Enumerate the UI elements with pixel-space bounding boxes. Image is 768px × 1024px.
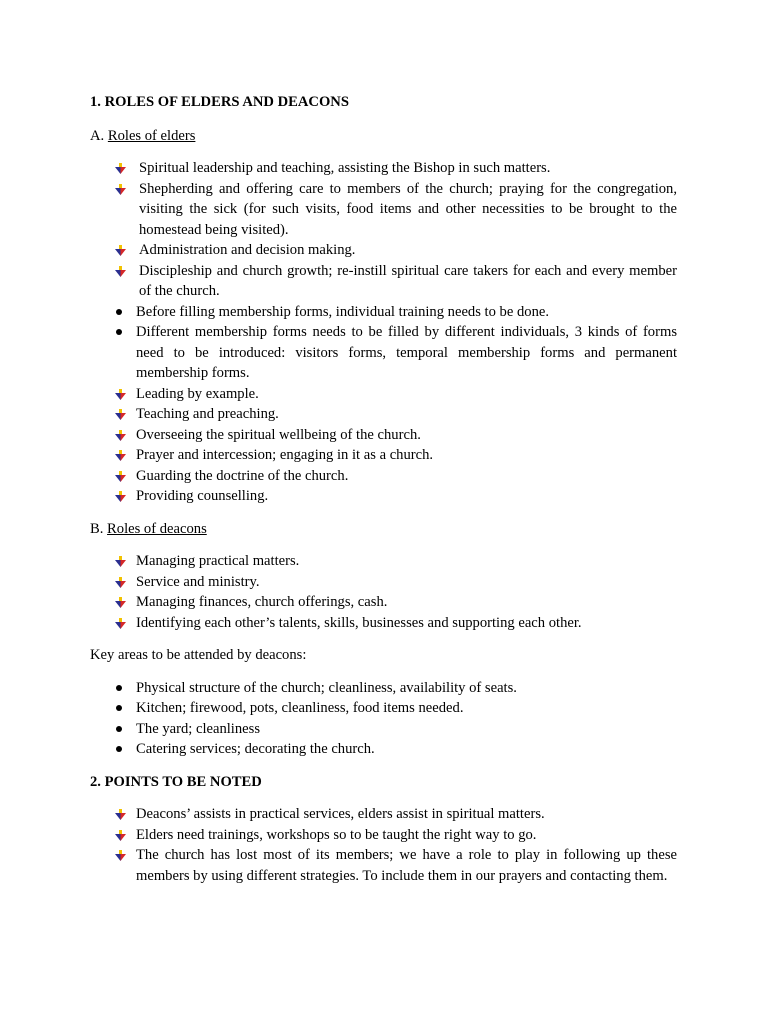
subsection-b-prefix: B.: [90, 520, 104, 537]
arrow-down-bullet-icon: [115, 384, 127, 405]
list-item: The yard; cleanliness: [90, 719, 677, 740]
elders-roles-list: [90, 158, 677, 302]
arrow-down-bullet-icon: [115, 240, 127, 261]
key-areas-label: Key areas to be attended by deacons:: [90, 647, 307, 663]
list-item: Service and ministry.: [90, 572, 677, 593]
arrow-down-bullet-icon: [115, 845, 127, 866]
points-list: [90, 804, 677, 886]
arrow-down-bullet-icon: [115, 466, 127, 487]
list-item: Spiritual leadership and teaching, assisting the Bishop in such matters.: [90, 158, 677, 179]
list-item: Providing counselling.: [90, 486, 677, 507]
list-item: Kitchen; firewood, pots, cleanliness, food items needed.: [90, 698, 677, 719]
arrow-down-bullet-icon: [115, 613, 127, 634]
subsection-b-heading: [90, 519, 677, 540]
filled-circle-bullet-icon: [115, 739, 125, 760]
arrow-down-bullet-icon: [115, 825, 127, 846]
document-body: [90, 92, 677, 886]
subsection-a-title: Roles of elders: [107, 127, 196, 144]
list-item: Leading by example.: [90, 384, 677, 405]
list-item: Administration and decision making.: [90, 240, 677, 261]
elders-forms-list: [90, 302, 677, 384]
arrow-down-bullet-icon: [115, 425, 127, 446]
list-item: Before filling membership forms, individual training needs to be done.: [90, 302, 677, 323]
arrow-down-bullet-icon: [115, 179, 127, 200]
list-item: Different membership forms needs to be filled by different individuals, 3 kinds of forms need to be introduced: visitors forms, temporal membership forms and permanent membership forms.: [90, 322, 677, 384]
list-item: Guarding the doctrine of the church.: [90, 466, 677, 487]
list-item: Managing practical matters.: [90, 551, 677, 572]
arrow-down-bullet-icon: [115, 261, 127, 282]
subsection-a-heading: [90, 126, 677, 147]
deacons-roles-list: [90, 551, 677, 633]
arrow-down-bullet-icon: [115, 404, 127, 425]
filled-circle-bullet-icon: [115, 322, 125, 343]
arrow-down-bullet-icon: [115, 445, 127, 466]
arrow-down-bullet-icon: [115, 592, 127, 613]
list-item: Catering services; decorating the church.: [90, 739, 677, 760]
section-2-title: 2. POINTS TO BE NOTED: [90, 773, 262, 790]
list-item: Deacons’ assists in practical services, elders assist in spiritual matters.: [90, 804, 677, 825]
arrow-down-bullet-icon: [115, 158, 127, 179]
arrow-down-bullet-icon: [115, 486, 127, 507]
list-item: Identifying each other’s talents, skills, businesses and supporting each other.: [90, 613, 677, 634]
list-item: Physical structure of the church; cleanliness, availability of seats.: [90, 678, 677, 699]
arrow-down-bullet-icon: [115, 572, 127, 593]
list-item: Prayer and intercession; engaging in it as a church.: [90, 445, 677, 466]
list-item: Shepherding and offering care to members of the church; praying for the congregation, visiting the sick (for such visits, food items and other necessities to be brought to the homestead being visited).: [90, 179, 677, 241]
elders-more-roles-list: [90, 384, 677, 507]
list-item: The church has lost most of its members; we have a role to play in following up these members by using different strategies. To include them in our prayers and contacting them.: [90, 845, 677, 886]
subsection-b-title: Roles of deacons: [107, 520, 207, 537]
arrow-down-bullet-icon: [115, 551, 127, 572]
list-item: Elders need trainings, workshops so to be taught the right way to go.: [90, 825, 677, 846]
filled-circle-bullet-icon: [115, 678, 125, 699]
filled-circle-bullet-icon: [115, 719, 125, 740]
filled-circle-bullet-icon: [115, 302, 125, 323]
list-item: Managing finances, church offerings, cash.: [90, 592, 677, 613]
key-areas-list: [90, 678, 677, 760]
list-item: Teaching and preaching.: [90, 404, 677, 425]
filled-circle-bullet-icon: [115, 698, 125, 719]
arrow-down-bullet-icon: [115, 804, 127, 825]
section-1-title: 1. ROLES OF ELDERS AND DEACONS: [90, 94, 349, 110]
list-item: Discipleship and church growth; re-instill spiritual care takers for each and every member of the church.: [90, 261, 677, 302]
list-item: Overseeing the spiritual wellbeing of the church.: [90, 425, 677, 446]
subsection-a-prefix: A.: [90, 127, 105, 144]
